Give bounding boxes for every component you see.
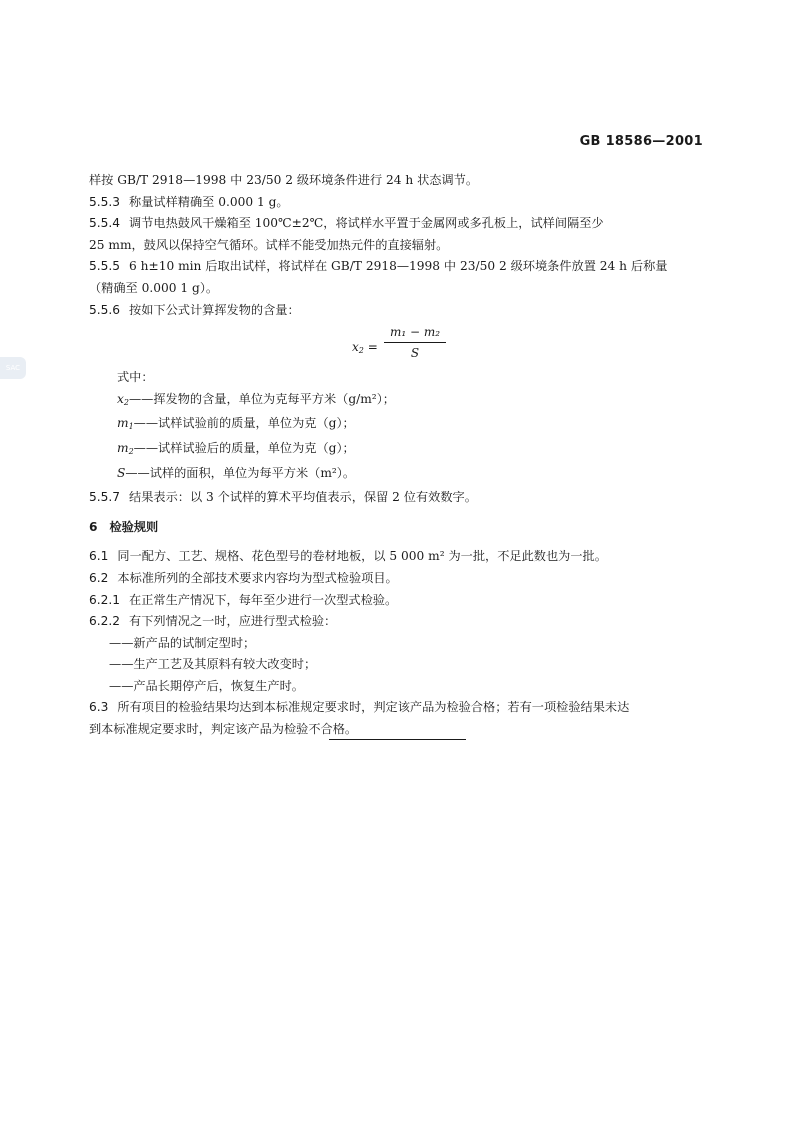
clause-text: 按如下公式计算挥发物的含量： xyxy=(129,302,300,317)
paragraph-line: 样按 GB/T 2918—1998 中 23/50 2 级环境条件进行 24 h 状态调节。 xyxy=(89,173,479,187)
clause-6-2-1 xyxy=(89,590,709,612)
formula-fraction xyxy=(384,323,446,362)
clause-text: 在正常生产情况下，每年至少进行一次型式检验。 xyxy=(129,592,398,607)
clause-number: 6.1 xyxy=(89,549,109,564)
clause-text: 有下列情况之一时，应进行型式检验： xyxy=(129,614,337,629)
clause-6-2-2 xyxy=(89,611,709,633)
clause-text: 6 h±10 min 后取出试样，将试样在 GB/T 2918—1998 中 23/50 2 级环境条件放置 24 h 后称量 xyxy=(129,259,668,274)
paragraph-line: 25 mm，鼓风以保持空气循环。试样不能受加热元件的直接辐射。 xyxy=(89,237,449,252)
clause-text: 所有项目的检验结果均达到本标准规定要求时，判定该产品为检验合格；若有一项检验结果未达 xyxy=(117,700,630,715)
clause-5-5-5 xyxy=(89,256,709,278)
section-6-heading: 6 检验规则 xyxy=(89,519,159,534)
volatile-formula xyxy=(89,323,709,367)
clause-text: 调节电热鼓风干燥箱至 100℃±2℃，将试样水平置于金属网或多孔板上，试样间隔至少 xyxy=(129,216,604,231)
clause-6-2 xyxy=(89,568,709,590)
margin-stamp: SAC xyxy=(0,357,26,379)
clause-text: 称量试样精确至 0.000 1 g。 xyxy=(129,194,289,209)
clause-number: 5.5.7 xyxy=(89,490,121,505)
end-of-document-rule xyxy=(329,739,466,740)
formula-lhs: $x_2$ = xyxy=(352,340,378,356)
clause-5-5-6 xyxy=(89,300,709,322)
document-body xyxy=(89,170,709,741)
clause-number: 6.2.2 xyxy=(89,614,121,629)
formula-denominator: S xyxy=(410,346,420,361)
clause-text: 本标准所列的全部技术要求内容均为型式检验项目。 xyxy=(117,570,398,585)
clause-6-3 xyxy=(89,697,709,719)
clause-5-5-3 xyxy=(89,192,709,214)
clause-text: 结果表示：以 3 个试样的算术平均值表示，保留 2 位有效数字。 xyxy=(129,490,477,505)
clause-number: 5.5.4 xyxy=(89,216,121,231)
list-item: ——产品长期停产后，恢复生产时。 xyxy=(109,678,304,693)
definition-item: $m_1——$试样试验前的质量，单位为克（g）； xyxy=(117,416,355,432)
clause-5-5-4 xyxy=(89,213,709,235)
clause-5-5-7 xyxy=(89,487,709,509)
standard-code: GB 18586—2001 xyxy=(579,134,703,149)
definition-item: $x_2——$挥发物的含量，单位为克每平方米（g/m²）； xyxy=(117,391,395,407)
list-item: ——新产品的试制定型时； xyxy=(109,635,256,650)
fraction-bar xyxy=(384,342,446,343)
formula-numerator: m₁ − m₂ xyxy=(389,325,441,340)
clause-text: 同一配方、工艺、规格、花色型号的卷材地板，以 5 000 m² 为一批，不足此数也为一批。 xyxy=(117,549,607,564)
definition-item: $m_2——$试样试验后的质量，单位为克（g）； xyxy=(117,440,355,456)
paragraph-line: 到本标准规定要求时，判定该产品为检验不合格。 xyxy=(89,722,358,737)
clause-number: 5.5.6 xyxy=(89,302,121,317)
clause-number: 6.3 xyxy=(89,700,109,715)
paragraph-line: （精确至 0.000 1 g）。 xyxy=(89,280,219,295)
list-item: ——生产工艺及其原料有较大改变时； xyxy=(109,657,317,672)
where-label: 式中： xyxy=(117,370,154,385)
clause-6-1 xyxy=(89,546,709,568)
clause-number: 5.5.5 xyxy=(89,259,121,274)
clause-number: 6.2 xyxy=(89,570,109,585)
clause-number: 6.2.1 xyxy=(89,592,121,607)
clause-number: 5.5.3 xyxy=(89,194,121,209)
definition-item: S——试样的面积，单位为每平方米（m²）。 xyxy=(117,465,356,480)
